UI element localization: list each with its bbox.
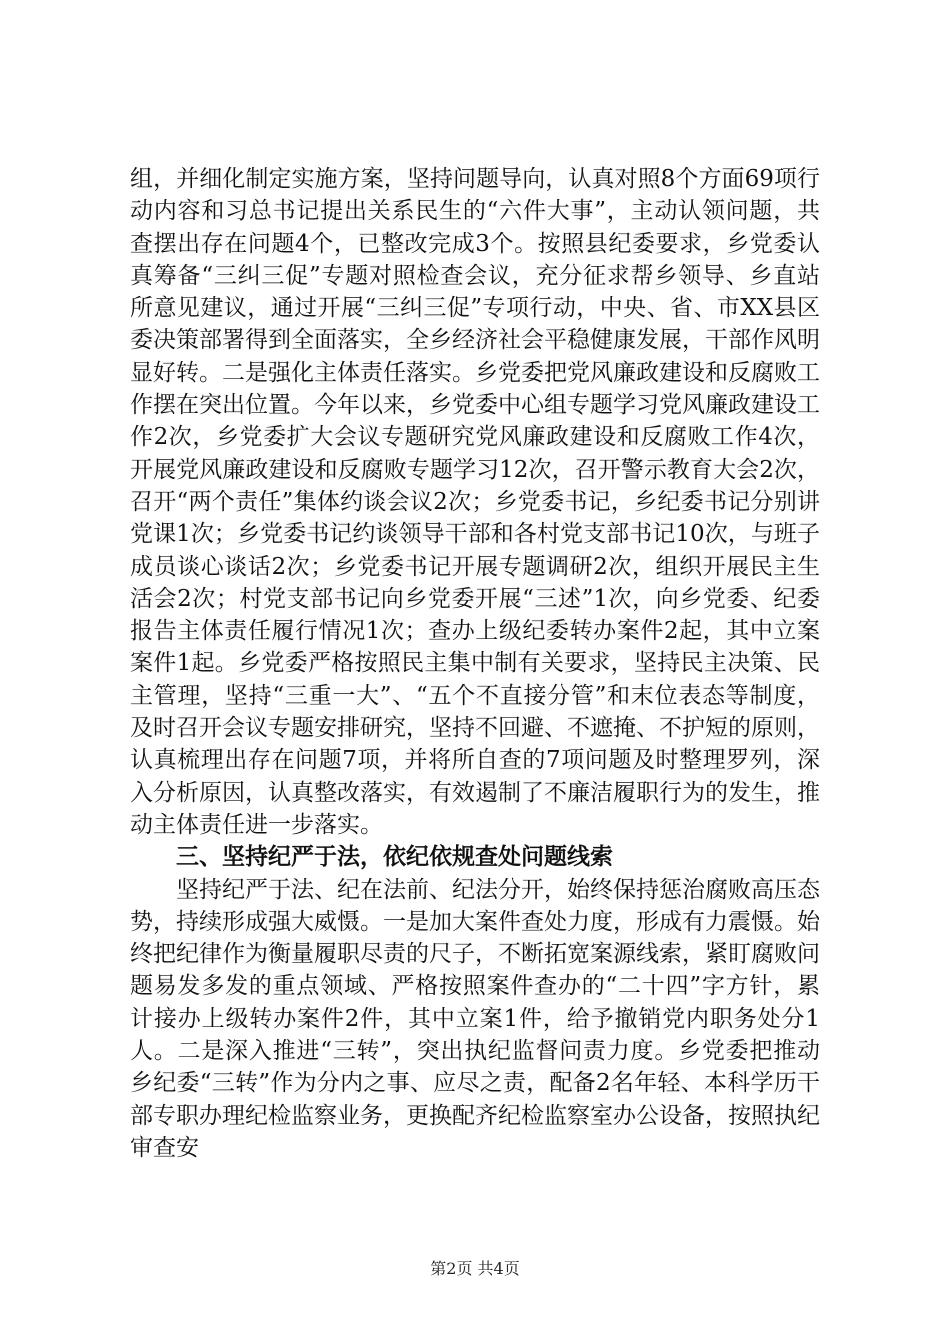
body-paragraph: 组，并细化制定实施方案，坚持问题导向，认真对照8个方面69项行动内容和习总书记提出关系民生的“六件大事”，主动认领问题，共查摆出存在问题4个，已整改完成3个。按照县纪委要求，乡党委认真筹备“三纠三促”专题对照检查会议，充分征求帮乡领导、乡直站所意见建议，通过开展“三纠三促”专项行动，中央、省、市XX县区委决策部署得到全面落实，全乡经济社会平稳健康发展，干部作风明显好转。二是强化主体责任落实。乡党委把党风廉政建设和反腐败工作摆在突出位置。今年以来，乡党委中心组专题学习党风廉政建设工作2次，乡党委扩大会议专题研究党风廉政建设和反腐败工作4次，开展党风廉政建设和反腐败专题学习12次，召开警示教育大会2次，召开“两个责任”集体约谈会议2次；乡党委书记，乡纪委书记分别讲党课1次；乡党委书记约谈领导干部和各村党支部书记10次，与班子成员谈心谈话2次；乡党委书记开展专题调研2次，组织开展民主生活会2次；村党支部书记向乡党委开展“三述”1次，向乡党委、纪委报告主体责任履行情况1次；查办上级纪委转办案件2起，其中立案案件1起。乡党委严格按照民主集中制有关要求，坚持民主决策、民主管理，坚持“三重一大”、“五个不直接分管”和末位表态等制度，及时召开会议专题安排研究，坚持不回避、不遮掩、不护短的原则，认真梳理出存在问题7项，并将所自查的7项问题及时整理罗列，深入分析原因，认真整改落实，有效遏制了不廉洁履职行为的发生，推动主体责任进一步落实。: [130, 166, 820, 838]
section-heading: 三、坚持纪严于法，依纪依规查处问题线索: [176, 844, 613, 871]
document-body: [130, 163, 820, 1164]
page-footer: 第2页 共4页: [430, 1259, 520, 1278]
body-paragraph: 坚持纪严于法、纪在法前、纪法分开，始终保持惩治腐败高压态势，持续形成强大威慑。一是加大案件查处力度，形成有力震慑。始终把纪律作为衡量履职尽责的尺子，不断拓宽案源线索，紧盯腐败问题易发多发的重点领域、严格按照案件查办的“二十四”字方针，累计接办上级转办案件2件，其中立案1件，给予撤销党内职务处分1人。二是深入推进“三转”，突出执纪监督问责力度。乡党委把推动乡纪委“三转”作为分内之事、应尽之责，配备2名年轻、本科学历干部专职办理纪检监察业务，更换配齐纪检监察室办公设备，按照执纪审查安: [130, 876, 820, 1161]
